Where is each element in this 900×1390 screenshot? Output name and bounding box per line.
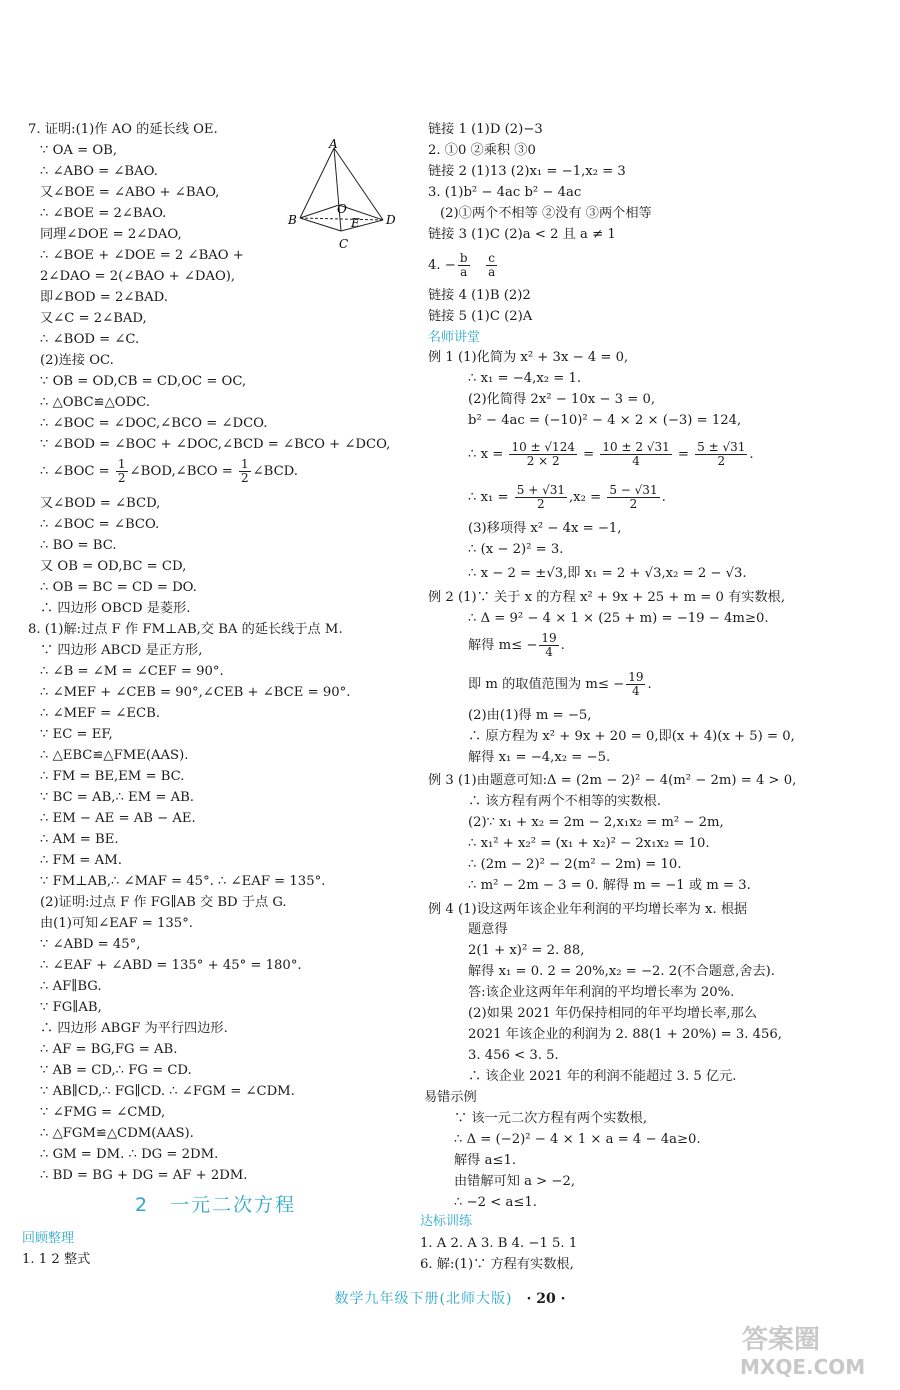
right-line: 例 4 (1)设这两年该企业年利润的平均增长率为 x. 根据 (428, 902, 748, 917)
left-line: ∴ ∠BOC = ∠BCO. (40, 517, 160, 532)
left-line: ∴ ∠B = ∠M = ∠CEF = 90°. (40, 664, 224, 679)
left-line: (2)连接 OC. (40, 353, 114, 368)
right-line: (3)移项得 x² − 4x = −1, (468, 521, 622, 536)
svg-text:答案圈: 答案圈 (742, 1325, 821, 1355)
left-line: ∴ ∠BOC = ∠DOC,∠BCO = ∠DCO. (40, 416, 268, 431)
fraction: $\frac{c}{a}$ (488, 251, 496, 279)
left-line: ∴ △EBC≌△FME(AAS). (40, 748, 189, 763)
right-line: ∴ x₁² + x₂² = (x₁ + x₂)² − 2x₁x₂ = 10. (468, 836, 710, 851)
left-line: ∵ ∠ABD = 45°, (40, 937, 141, 952)
right-line: (2)如果 2021 年仍保持相同的年平均增长率,那么 (468, 1006, 758, 1021)
watermark-logo (732, 1318, 882, 1380)
fraction: $\frac{5 - √31}{2}$ (609, 483, 658, 511)
left-line: ∵ AB = CD,∴ FG = CD. (40, 1063, 192, 1078)
right-line: 链接 3 (1)C (2)a < 2 且 a ≠ 1 (428, 227, 616, 242)
fraction: $\frac{5 \pm √31}{2}$ (697, 440, 746, 468)
right-line: (2)∵ x₁ + x₂ = 2m − 2,x₁x₂ = m² − 2m, (468, 815, 724, 830)
right-line: 链接 4 (1)B (2)2 (428, 288, 531, 303)
left-line: ∵ ∠BOD = ∠BOC + ∠DOC,∠BCD = ∠BCO + ∠DCO, (40, 437, 391, 452)
right-line: (2)化简得 2x² − 10x − 3 = 0, (468, 392, 656, 407)
right-line: 答:该企业这两年年利润的平均增长率为 20%. (468, 985, 735, 1000)
point-label-e: E (351, 216, 360, 230)
left-line: ∴ △FGM≌△CDM(AAS). (40, 1126, 194, 1141)
page-footer (0, 1288, 900, 1308)
fraction: $\frac{5 + √31}{2}$ (516, 483, 565, 511)
right-line: 1. A 2. A 3. B 4. −1 5. 1 (420, 1236, 578, 1251)
left-line: 同理∠DOE = 2∠DAO, (40, 227, 182, 242)
left-line: ∴ AM = BE. (40, 832, 119, 847)
left-line: ∴ BO = BC. (40, 538, 117, 553)
chapter-title: 2 一元二次方程 (135, 1194, 297, 1216)
left-line: 又∠BOD = ∠BCD, (40, 496, 161, 511)
example1-roots: ∴ x₁ = $\frac{5 + √31}{2}$ ,x₂ = $\frac{5 - √31}{2}$ . (468, 483, 666, 511)
example2-range: 即 m 的取值范围为 m≤ − $\frac{19}{4}$ . (468, 670, 652, 698)
left-line: ∴ △OBC≌△ODC. (40, 395, 150, 410)
left-line: ∵ FG∥AB, (40, 1000, 102, 1015)
right-line: ∴ (2m − 2)² − 2(m² − 2m) = 10. (468, 857, 682, 872)
right-line: 2(1 + x)² = 2. 88, (468, 943, 585, 958)
left-line: ∵ ∠FMG = ∠CMD, (40, 1105, 166, 1120)
right-line: 6. 解:(1)∵ 方程有实数根, (420, 1257, 574, 1272)
right-line: ∴ 该方程有两个不相等的实数根. (468, 794, 662, 809)
right-line: 例 2 (1)∵ 关于 x 的方程 x² + 9x + 25 + m = 0 有实数根, (428, 590, 786, 605)
right-line: ∴ (x − 2)² = 3. (468, 542, 564, 557)
left-line: ∴ AF = BG,FG = AB. (40, 1042, 178, 1057)
left-line: ∵ EC = EF, (40, 727, 113, 742)
example2-solve: 解得 m≤ − $\frac{19}{4}$ . (468, 631, 565, 659)
left-line: 即∠BOD = 2∠BAD. (40, 290, 168, 305)
page-number: · 20 · (526, 1291, 566, 1307)
right-line: ∴ 原方程为 x² + 9x + 20 = 0,即(x + 4)(x + 5) = 0, (468, 729, 795, 744)
left-line: ∴ ∠MEF = ∠ECB. (40, 706, 160, 721)
left-line: ∵ FM⊥AB,∴ ∠MAF = 45°. ∴ ∠EAF = 135°. (40, 874, 326, 889)
left-line: ∴ FM = AM. (40, 853, 122, 868)
footer-title: 数学九年级下册(北师大版) (334, 1291, 513, 1307)
left-line: ∵ OA = OB, (40, 143, 118, 158)
right-line: (2)①两个不相等 ②没有 ③两个相等 (440, 206, 652, 221)
left-line: ∴ 四边形 OBCD 是菱形. (40, 601, 191, 616)
left-line: 由(1)可知∠EAF = 135°. (40, 916, 193, 931)
left-line: ∴ ∠BOE + ∠DOE = 2 ∠BAO + (40, 248, 244, 263)
point-label-d: D (386, 213, 396, 227)
right-line: 解得 x₁ = 0. 2 = 20%,x₂ = −2. 2(不合题意,舍去). (468, 964, 775, 979)
fraction: $\frac{19}{4}$ (541, 631, 557, 659)
left-line: ∴ ∠EAF + ∠ABD = 135° + 45° = 180°. (40, 958, 302, 973)
right-line: 由错解可知 a > −2, (454, 1174, 576, 1189)
point-label-o: O (337, 202, 347, 216)
left-line: ∴ ∠BOE = 2∠BAO. (40, 206, 167, 221)
right-line: 3. (1)b² − 4ac b² − 4ac (428, 185, 582, 200)
right-line: 3. 456 < 3. 5. (468, 1048, 559, 1063)
left-line: 1. 1 2 整式 (22, 1252, 91, 1267)
section-practice-heading: 达标训练 (420, 1214, 473, 1229)
right-line: 解得 x₁ = −4,x₂ = −5. (468, 750, 611, 765)
left-line: ∴ ∠BOD = ∠C. (40, 332, 140, 347)
right-line: 题意得 (468, 922, 508, 937)
left-line: (2)证明:过点 F 作 FG∥AB 交 BD 于点 G. (40, 895, 287, 910)
left-line: 又∠BOE = ∠ABO + ∠BAO, (40, 185, 220, 200)
right-line: ∴ x₁ = −4,x₂ = 1. (468, 371, 582, 386)
right-line: ∴ x − 2 = ±√3,即 x₁ = 2 + √3,x₂ = 2 − √3. (468, 566, 747, 581)
left-line: ∴ ∠ABO = ∠BAO. (40, 164, 158, 179)
section-review-heading: 回顾整理 (22, 1231, 75, 1246)
fraction: $\frac{b}{a}$ (459, 251, 468, 279)
left-line: ∴ AF∥BG. (40, 979, 102, 994)
fraction: $\frac{19}{4}$ (628, 670, 644, 698)
section-teacher-heading: 名师讲堂 (428, 330, 481, 345)
right-line: ∵ 该一元二次方程有两个实数根, (454, 1111, 648, 1126)
left-line: ∵ BC = AB,∴ EM = AB. (40, 790, 195, 805)
right-line: 例 3 (1)由题意可知:Δ = (2m − 2)² − 4(m² − 2m) = 4 > 0, (428, 773, 797, 788)
right-line: ∴ m² − 2m − 3 = 0. 解得 m = −1 或 m = 3. (468, 878, 751, 893)
geometry-diagram (284, 138, 402, 256)
right-line: 2021 年该企业的利润为 2. 88(1 + 20%) = 3. 456, (468, 1027, 782, 1042)
point-label-a: A (329, 138, 338, 151)
example1-quadratic-formula: ∴ x = $\frac{10 \pm √124}{2 \times 2}$ = $\frac{10 \pm 2 √31}{4}$ = $\frac{5 \pm √31}{2}$ . (468, 440, 754, 468)
left-line: 又 OB = OD,BC = CD, (40, 559, 187, 574)
right-line: 易错示例 (424, 1090, 477, 1105)
fraction: $\frac{10 \pm √124}{2 \times 2}$ (511, 440, 575, 468)
left-line: ∴ BD = BG + DG = AF + 2DM. (40, 1168, 248, 1183)
right-line: 例 1 (1)化简为 x² + 3x − 4 = 0, (428, 350, 629, 365)
fraction: $\frac{1}{2}$ (240, 457, 249, 485)
right-line: 链接 2 (1)13 (2)x₁ = −1,x₂ = 3 (428, 164, 626, 179)
right-line: ∴ Δ = (−2)² − 4 × 1 × a = 4 − 4a≥0. (454, 1132, 701, 1147)
left-line: ∵ 四边形 ABCD 是正方形, (40, 643, 203, 658)
right-line: 2. ①0 ②乘积 ③0 (428, 143, 536, 158)
svg-text:MXQE.COM: MXQE.COM (740, 1355, 866, 1379)
right-line: (2)由(1)得 m = −5, (468, 708, 592, 723)
point-label-c: C (339, 237, 349, 251)
left-line: ∴ ∠MEF + ∠CEB = 90°,∠CEB + ∠BCE = 90°. (40, 685, 351, 700)
left-line: 7. 证明:(1)作 AO 的延长线 OE. (28, 122, 218, 137)
left-line: ∴ EM − AE = AB − AE. (40, 811, 196, 826)
left-line: ∵ AB∥CD,∴ FG∥CD. ∴ ∠FGM = ∠CDM. (40, 1084, 295, 1099)
right-line: ∴ Δ = 9² − 4 × 1 × (25 + m) = −19 − 4m≥0. (468, 611, 769, 626)
left-line: 8. (1)解:过点 F 作 FM⊥AB,交 BA 的延长线于点 M. (28, 622, 343, 637)
left-line: ∴ 四边形 ABGF 为平行四边形. (40, 1021, 228, 1036)
fraction: $\frac{10 \pm 2 √31}{4}$ (602, 440, 670, 468)
left-line: ∴ FM = BE,EM = BC. (40, 769, 185, 784)
right-line: 解得 a≤1. (454, 1153, 517, 1168)
left-line: 2∠DAO = 2(∠BAO + ∠DAO), (40, 269, 236, 284)
left-line: 又∠C = 2∠BAD, (40, 311, 147, 326)
right-line: b² − 4ac = (−10)² − 4 × 2 × (−3) = 124, (468, 413, 742, 428)
fraction: $\frac{1}{2}$ (117, 457, 126, 485)
point-label-b: B (288, 213, 297, 227)
right-line: 链接 1 (1)D (2)−3 (428, 122, 543, 137)
link4-fractions: 4. − $\frac{b}{a}$ $\frac{c}{a}$ (428, 251, 496, 279)
right-line: ∴ −2 < a≤1. (454, 1195, 537, 1210)
right-line: 链接 5 (1)C (2)A (428, 309, 533, 324)
angle-fraction-line: ∴ ∠BOC = $\frac{1}{2}$ ∠BOD,∠BCO = $\frac{1}{2}$ ∠BCD. (40, 457, 298, 485)
right-line: ∴ 该企业 2021 年的利润不能超过 3. 5 亿元. (468, 1069, 737, 1084)
left-line: ∴ GM = DM. ∴ DG = 2DM. (40, 1147, 219, 1162)
left-line: ∵ OB = OD,CB = CD,OC = OC, (40, 374, 247, 389)
left-line: ∴ OB = BC = CD = DO. (40, 580, 197, 595)
